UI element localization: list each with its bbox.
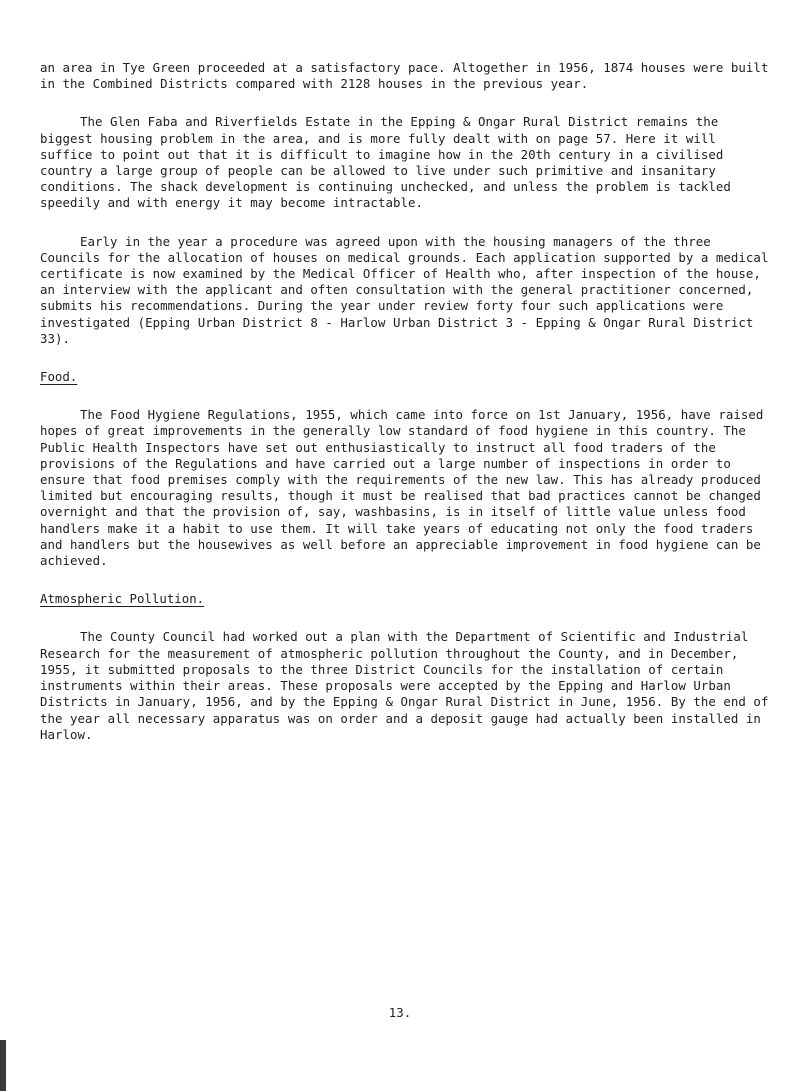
- paragraph-medical-grounds-allocation: Early in the year a procedure was agreed upon with the housing managers of the three Councils for the allocation of houses on medical grounds. Each application supported by a medical certificate is now examined by the Medical Officer of Health who, after inspection of the house, an interview with the applicant and often consultation with the general practitioner concerned, submits his recommendations. During the year under review forty four such applications were investigated (Epping Urban District 8 - Harlow Urban District 3 - Epping & Ongar Rural District 33).: [40, 233, 769, 346]
- paragraph-atmospheric-pollution: The County Council had worked out a plan with the Department of Scientific and Industrial Research for the measurement of atmospheric pollution throughout the County, and in December, 1955, it submitted proposals to the three District Councils for the installation of certain instruments within their areas. These proposals were accepted by the Epping and Harlow Urban Districts in January, 1956, and by the Epping & Ongar Rural District in June, 1956. By the end of the year all necessary apparatus was on order and a deposit gauge had actually been installed in Harlow.: [40, 629, 769, 742]
- paragraph-housing-progress: an area in Tye Green proceeded at a satisfactory pace. Altogether in 1956, 1874 houses were built in the Combined Districts compared with 2128 houses in the previous year.: [40, 60, 769, 92]
- paragraph-glen-faba-estate: The Glen Faba and Riverfields Estate in the Epping & Ongar Rural District remains the biggest housing problem in the area, and is more fully dealt with on page 57. Here it will suffice to point out that it is difficult to imagine how in the 20th century in a civilised country a large group of people can be allowed to live under such primitive and insanitary conditions. The shack development is continuing unchecked, and unless the problem is tackled speedily and with energy it may become intractable.: [40, 114, 731, 211]
- heading-food: Food.: [40, 369, 78, 385]
- page-number: 13.: [388, 1005, 412, 1020]
- paragraph-food-hygiene: The Food Hygiene Regulations, 1955, which came into force on 1st January, 1956, have raised hopes of great improvements in the generally low standard of food hygiene in this country. The Public Health Inspectors have set out enthusiastically to instruct all food traders of the provisions of the Regulations and have carried out a large number of inspections in order to ensure that food premises comply with the requirements of the new law. This has already produced limited but encouraging results, though it must be realised that bad practices cannot be changed overnight and that the provision of, say, washbasins, is in itself of little value unless food handlers make it a habit to use them. It will take years of educating not only the food traders and handlers but the housewives as well before an appreciable improvement in food hygiene can be achieved.: [40, 407, 764, 569]
- document-page: [40, 60, 770, 743]
- heading-atmospheric-pollution: Atmospheric Pollution.: [40, 591, 205, 607]
- scan-edge-mark: [0, 1040, 6, 1091]
